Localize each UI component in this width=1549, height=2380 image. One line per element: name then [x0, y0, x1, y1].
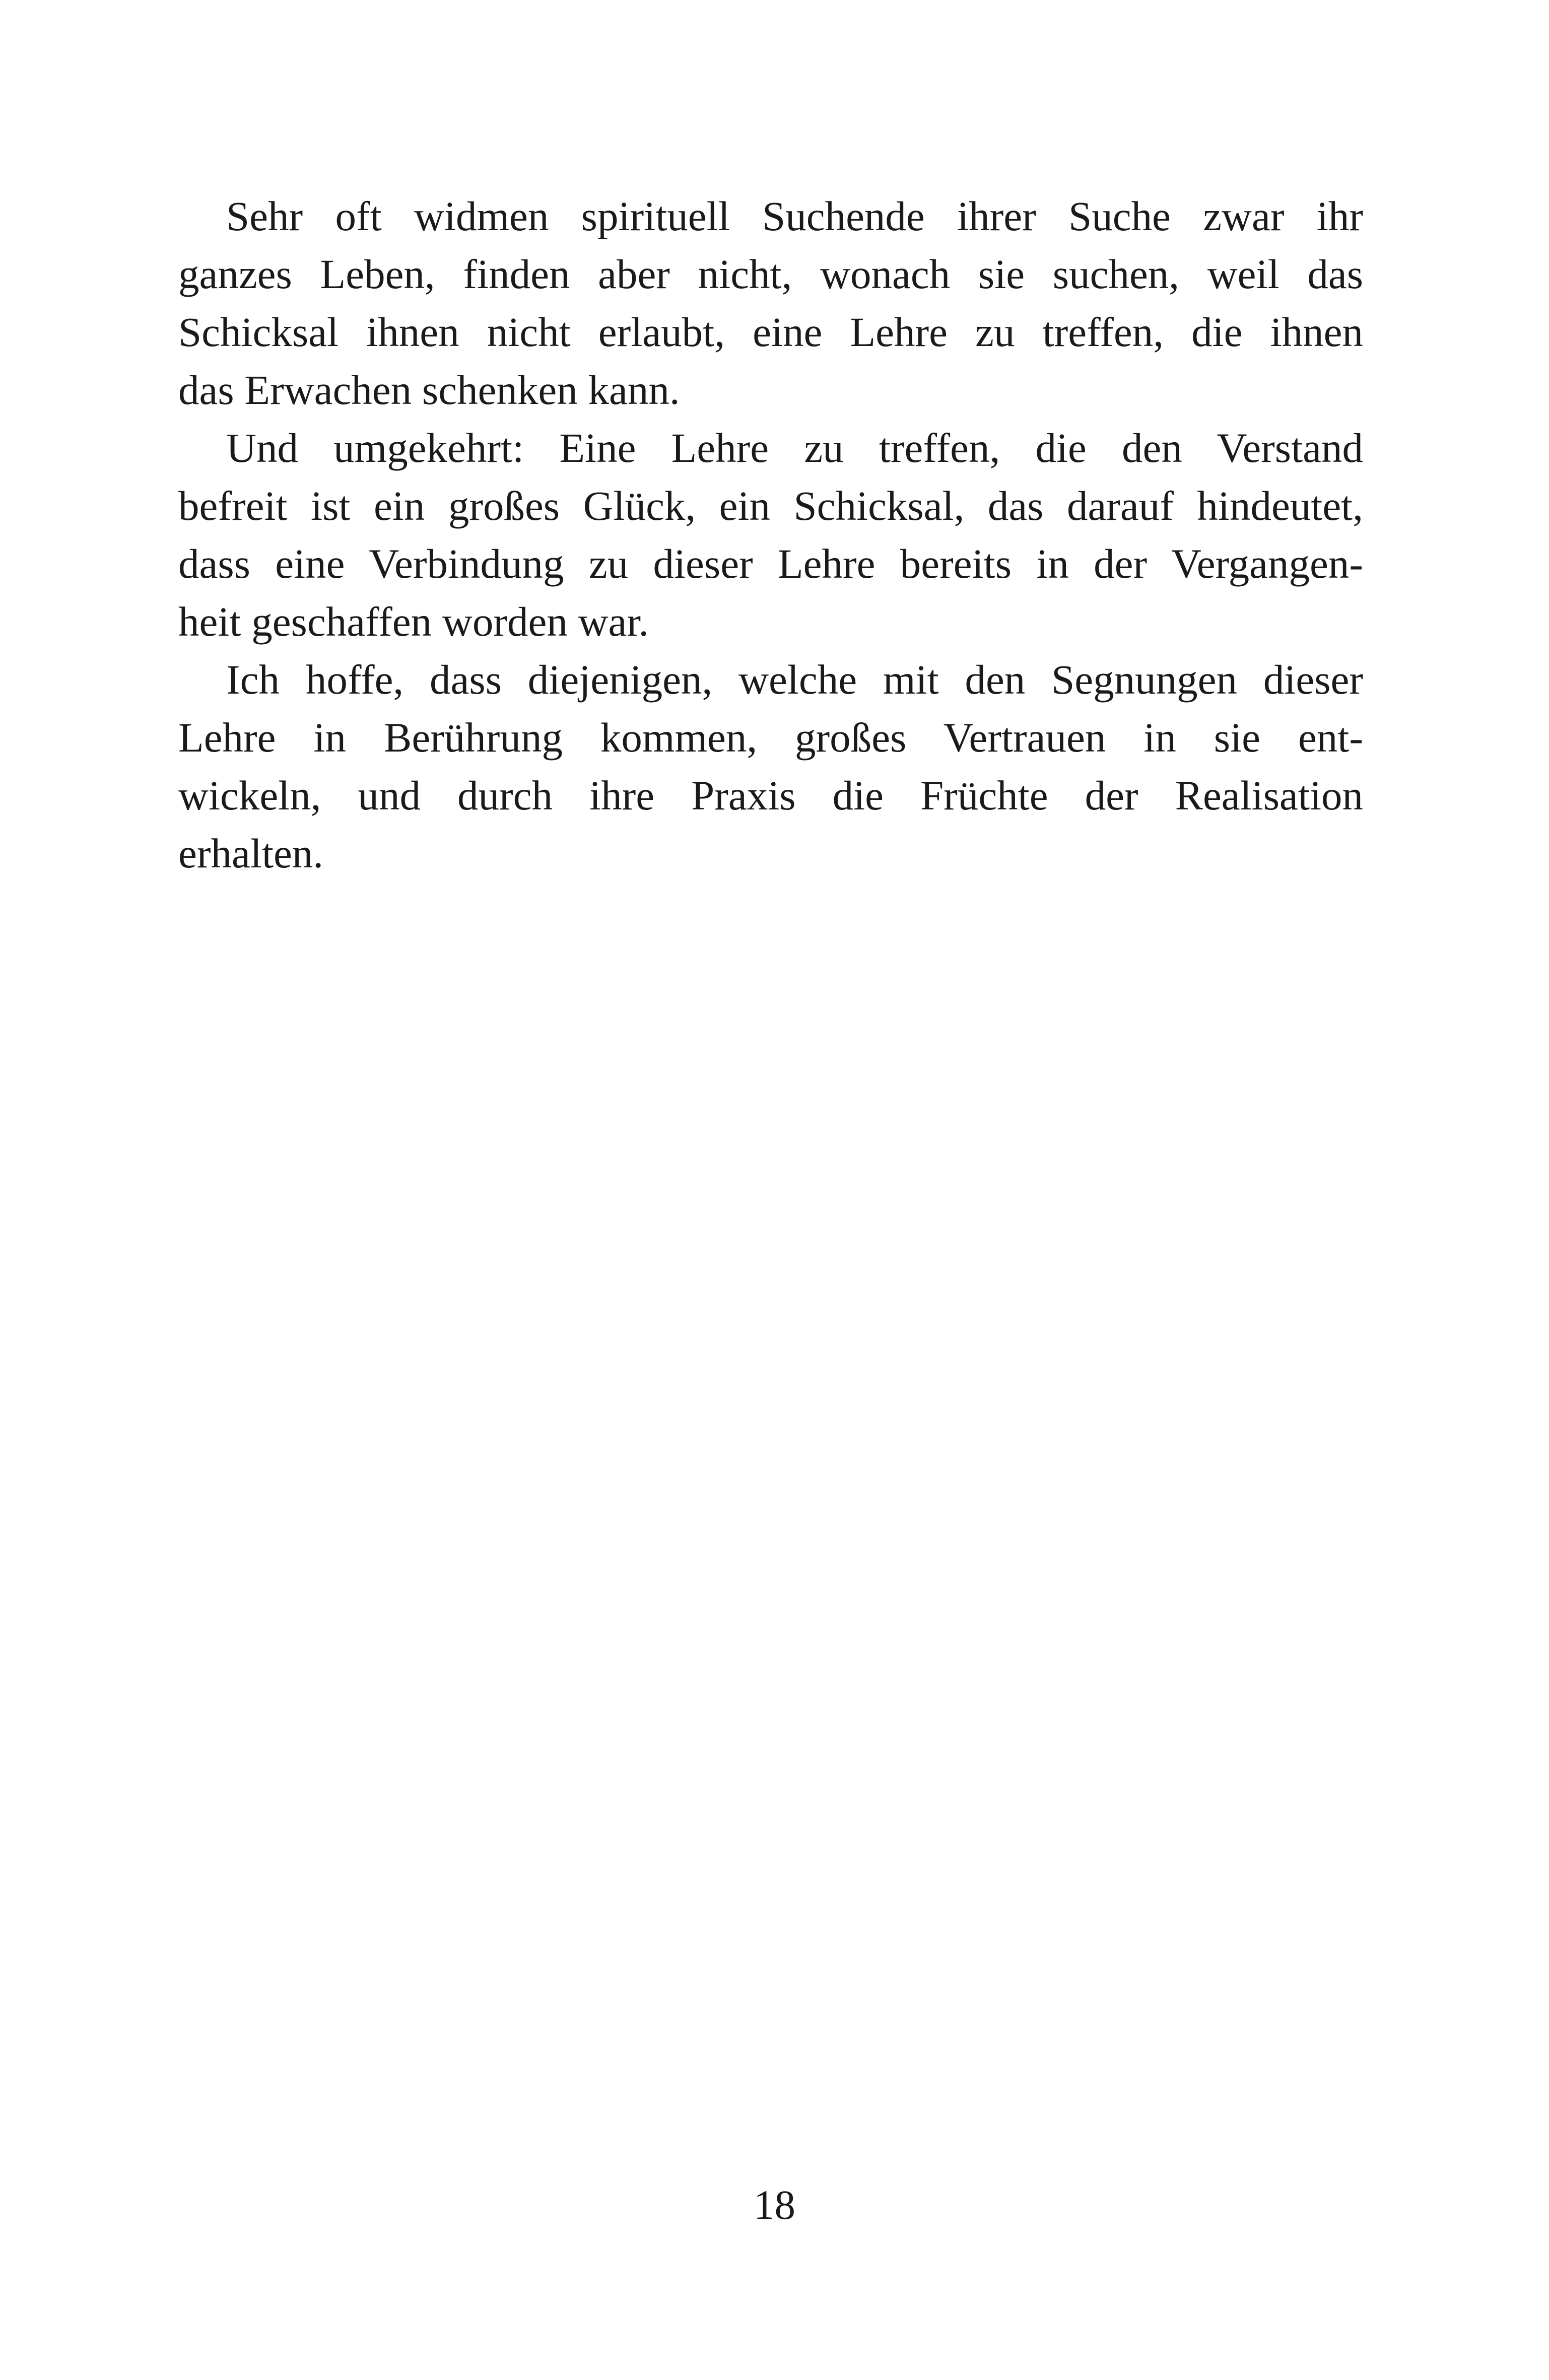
text-line: das Erwachen schenken kann.: [178, 367, 680, 413]
text-line: befreit ist ein großes Glück, ein Schicksal, das darauf hindeutet,: [178, 483, 1363, 529]
body-text: [178, 187, 1363, 882]
text-line: ganzes Leben, finden aber nicht, wonach sie suchen, weil das: [178, 251, 1363, 297]
text-line: erhalten.: [178, 830, 324, 876]
paragraph-2: [178, 419, 1363, 651]
text-line: wickeln, und durch ihre Praxis die Früchte der Realisation: [178, 772, 1363, 819]
text-line: Und umgekehrt: Eine Lehre zu treffen, die den Verstand: [226, 425, 1363, 471]
page-number: 18: [754, 2182, 795, 2228]
paragraph-3: [178, 651, 1363, 882]
paragraph-1: [178, 187, 1363, 419]
text-line: heit geschaffen worden war.: [178, 598, 649, 645]
text-line: Ich hoffe, dass diejenigen, welche mit den Segnungen dieser: [226, 656, 1363, 703]
text-line: dass eine Verbindung zu dieser Lehre bereits in der Vergangen-: [178, 540, 1363, 587]
text-line: Lehre in Berührung kommen, großes Vertrauen in sie ent-: [178, 714, 1363, 761]
text-line: Schicksal ihnen nicht erlaubt, eine Lehre zu treffen, die ihnen: [178, 309, 1363, 355]
text-line: Sehr oft widmen spirituell Suchende ihrer Suche zwar ihr: [226, 193, 1363, 239]
